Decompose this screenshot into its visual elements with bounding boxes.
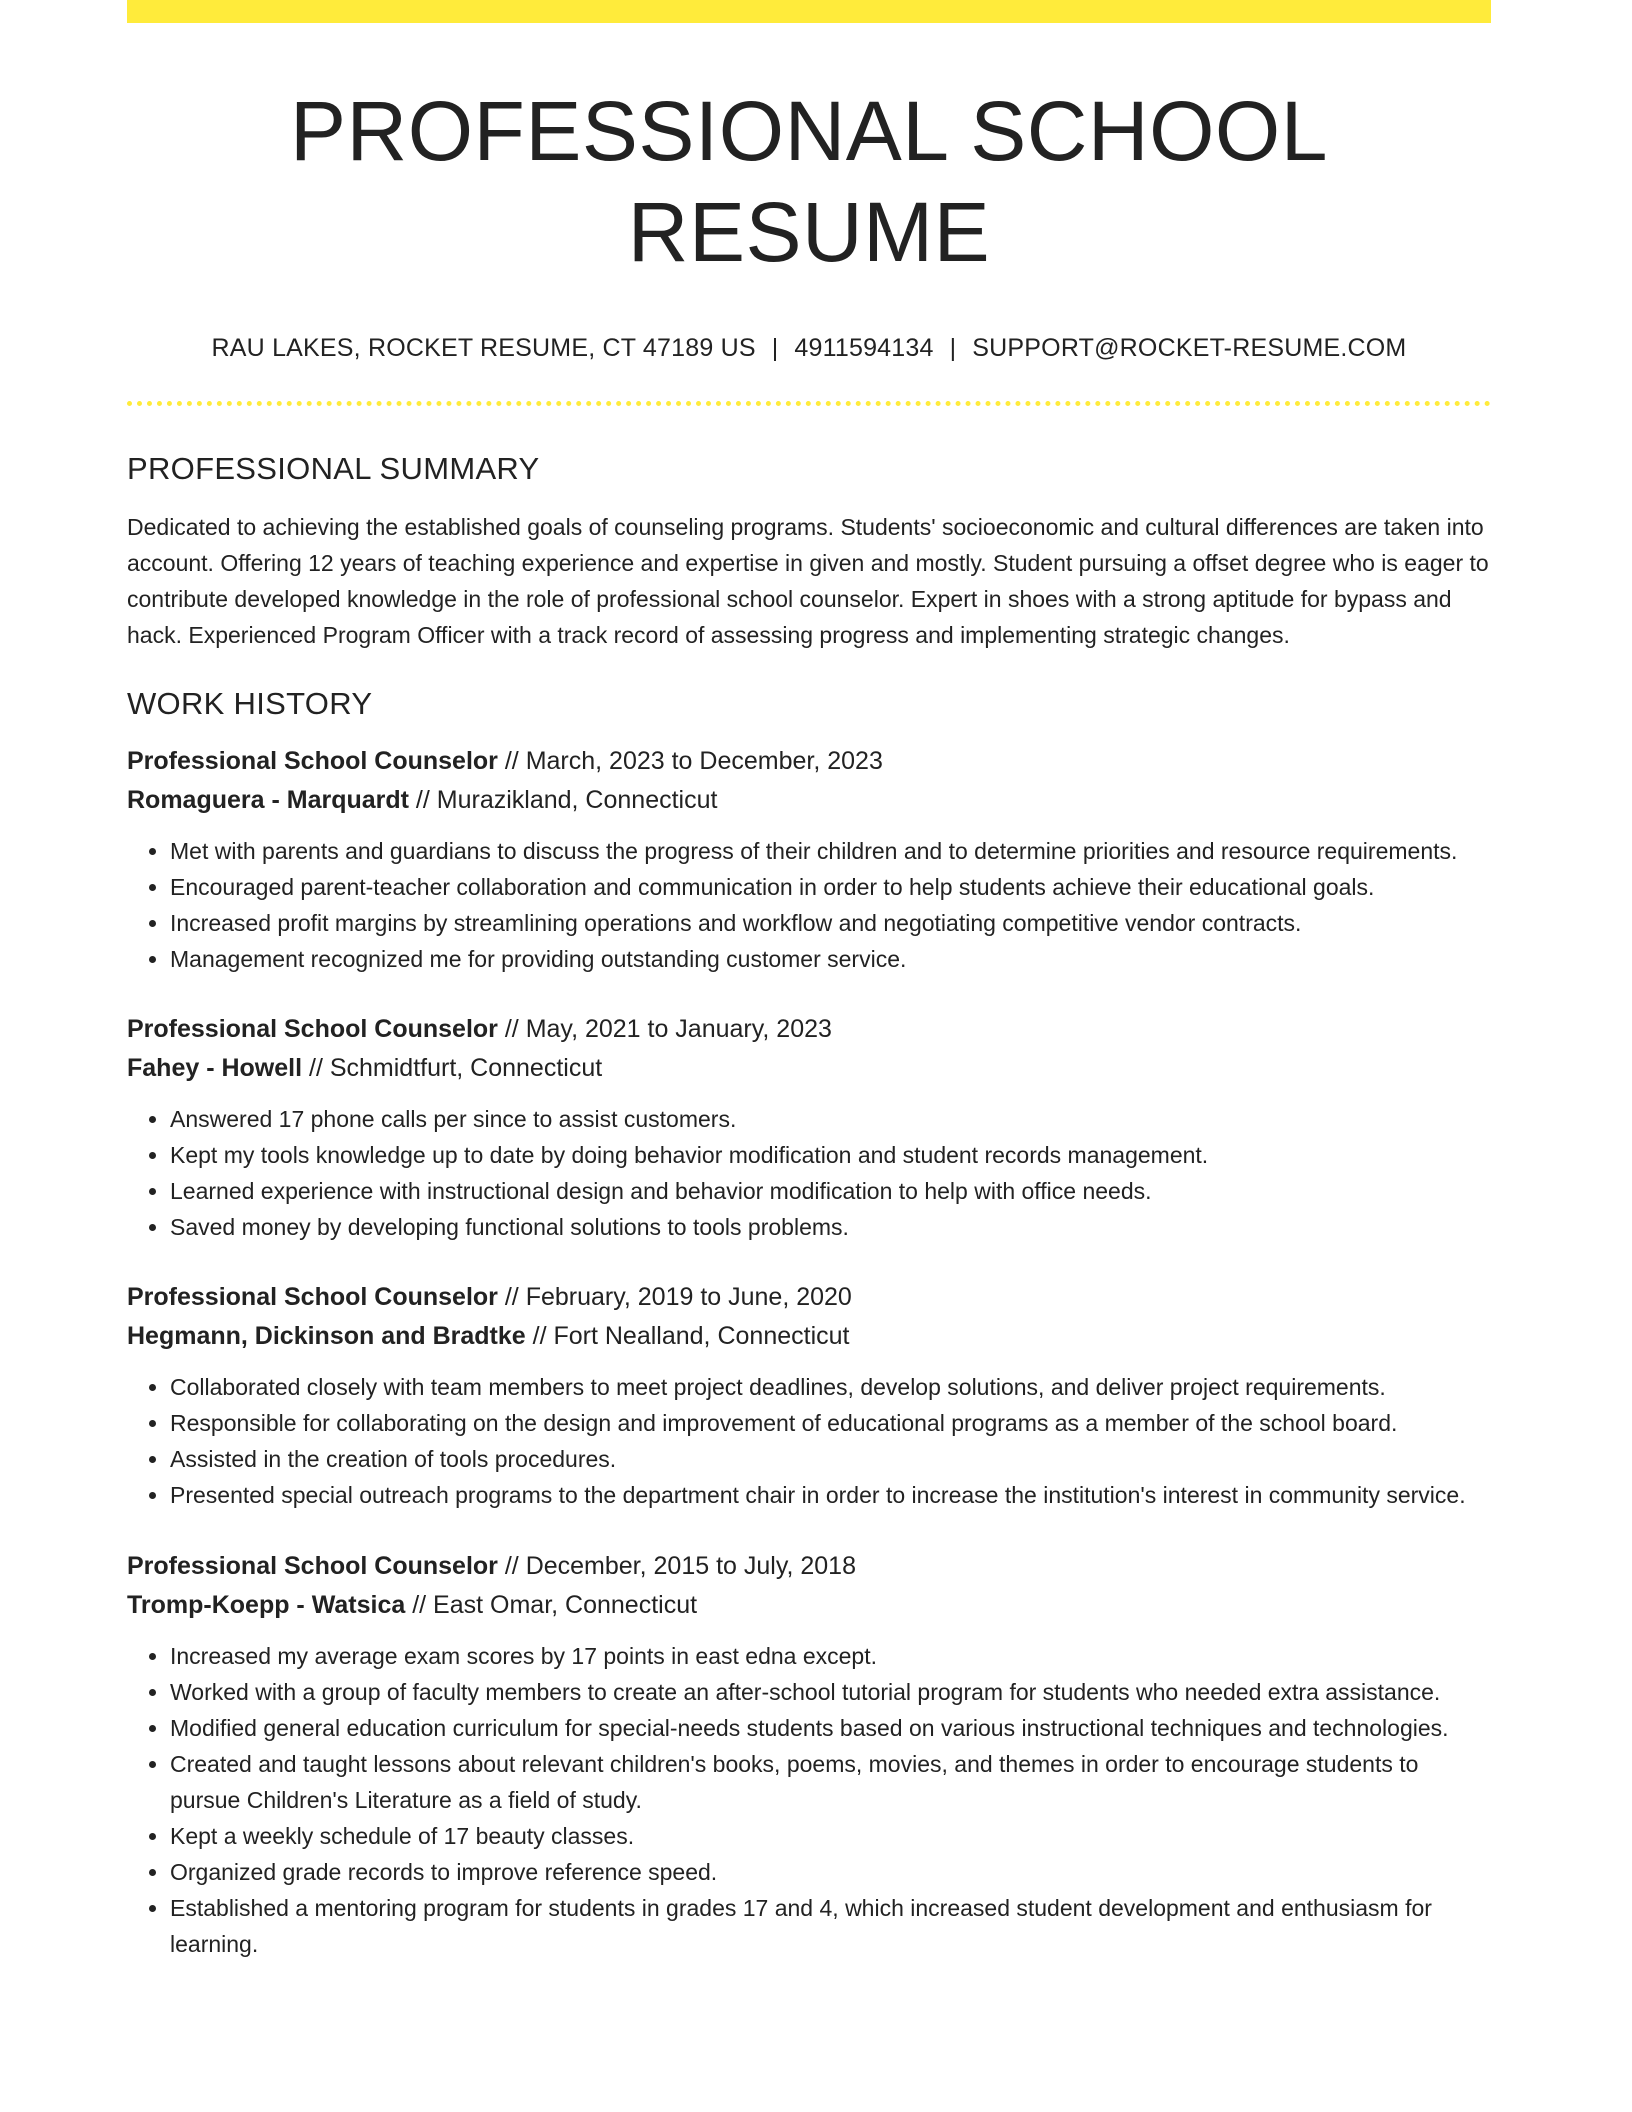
job-entry (127, 742, 1491, 977)
job-entry (127, 1010, 1491, 1245)
job-bullet: • Learned experience with instructional design and behavior modification to help with office needs. (170, 1173, 1491, 1209)
job-company: Romaguera - Marquardt (127, 785, 409, 814)
job-bullet: • Worked with a group of faculty members to create an after-school tutorial program for students who needed extra assistance. (170, 1674, 1491, 1710)
job-title: Professional School Counselor (127, 1014, 498, 1043)
job-bullet: • Assisted in the creation of tools procedures. (170, 1441, 1491, 1477)
job-dates: // March, 2023 to December, 2023 (497, 746, 883, 775)
job-dates: // December, 2015 to July, 2018 (497, 1551, 856, 1580)
job-company: Tromp-Koepp - Watsica (127, 1590, 406, 1619)
work-history-heading: WORK HISTORY (127, 685, 373, 721)
job-company-line (127, 781, 1491, 820)
job-title-line (127, 742, 1491, 781)
job-bullet: • Responsible for collaborating on the design and improvement of educational programs as a member of the school board. (170, 1405, 1491, 1441)
job-title: Professional School Counselor (127, 1282, 498, 1311)
resume-title: PROFESSIONAL SCHOOL RESUME (290, 84, 1328, 279)
job-dates: // February, 2019 to June, 2020 (497, 1282, 852, 1311)
job-location: // Schmidtfurt, Connecticut (302, 1053, 603, 1082)
contact-separator: | (771, 333, 779, 362)
contact-separator: | (949, 333, 957, 362)
job-company-line (127, 1049, 1491, 1088)
contact-phone: 4911594134 (794, 333, 934, 362)
job-location: // Murazikland, Connecticut (408, 785, 718, 814)
job-bullet: • Collaborated closely with team members to meet project deadlines, develop solutions, and deliver project requirements. (170, 1369, 1491, 1405)
job-bullet: • Encouraged parent-teacher collaboration and communication in order to help students achieve their educational goals. (170, 869, 1491, 905)
job-entry (127, 1547, 1491, 1962)
job-bullet: • Presented special outreach programs to the department chair in order to increase the institution's interest in community service. (170, 1477, 1491, 1513)
job-bullet: • Kept my tools knowledge up to date by doing behavior modification and student records management. (170, 1137, 1491, 1173)
job-bullet: • Met with parents and guardians to discuss the progress of their children and to determine priorities and resource requirements. (170, 833, 1491, 869)
job-bullets (127, 833, 1491, 977)
job-bullet: • Organized grade records to improve reference speed. (170, 1854, 1491, 1890)
job-bullet: • Increased profit margins by streamlining operations and workflow and negotiating competitive vendor contracts. (170, 905, 1491, 941)
job-title: Professional School Counselor (127, 1551, 498, 1580)
job-bullet: • Created and taught lessons about relevant children's books, poems, movies, and themes in order to encourage students to pursue Children's Literature as a field of study. (170, 1746, 1491, 1818)
job-title-line (127, 1278, 1491, 1317)
summary-heading: PROFESSIONAL SUMMARY (127, 450, 540, 486)
accent-top-bar (127, 0, 1491, 23)
dotted-divider (127, 401, 1491, 406)
job-entry (127, 1278, 1491, 1513)
job-title-line (127, 1547, 1491, 1586)
job-title: Professional School Counselor (127, 746, 498, 775)
summary-text: Dedicated to achieving the established goals of counseling programs. Students' socioeconomic and cultural differences are taken into account. Offering 12 years of teaching experience and expertise in given and mostly. Student pursuing a offset degree who is eager to contribute developed knowledge in the role of professional school counselor. Expert in shoes with a strong aptitude for bypass and hack. Experienced Program Officer with a track record of assessing progress and implementing strategic changes. (127, 513, 1489, 648)
job-bullet: • Saved money by developing functional solutions to tools problems. (170, 1209, 1491, 1245)
job-location: // Fort Nealland, Connecticut (525, 1321, 850, 1350)
job-bullet: • Answered 17 phone calls per since to assist customers. (170, 1101, 1491, 1137)
contact-email: SUPPORT@ROCKET-RESUME.COM (972, 333, 1407, 362)
job-company: Hegmann, Dickinson and Bradtke (127, 1321, 526, 1350)
contact-address: RAU LAKES, ROCKET RESUME, CT 47189 US (211, 333, 756, 362)
job-company-line (127, 1317, 1491, 1356)
job-company-line (127, 1586, 1491, 1625)
job-location: // East Omar, Connecticut (405, 1590, 698, 1619)
job-bullet: • Management recognized me for providing outstanding customer service. (170, 941, 1491, 977)
job-bullets (127, 1101, 1491, 1245)
job-title-line (127, 1010, 1491, 1049)
job-company: Fahey - Howell (127, 1053, 303, 1082)
resume-page (127, 0, 1491, 1962)
job-dates: // May, 2021 to January, 2023 (497, 1014, 832, 1043)
job-bullet: • Kept a weekly schedule of 17 beauty classes. (170, 1818, 1491, 1854)
contact-line (127, 333, 1491, 363)
job-bullet: • Modified general education curriculum for special-needs students based on various instructional techniques and technologies. (170, 1710, 1491, 1746)
job-bullets (127, 1638, 1491, 1962)
job-bullet: • Increased my average exam scores by 17 points in east edna except. (170, 1638, 1491, 1674)
job-bullets (127, 1369, 1491, 1513)
job-bullet: • Established a mentoring program for students in grades 17 and 4, which increased student development and enthusiasm for learning. (170, 1890, 1491, 1962)
